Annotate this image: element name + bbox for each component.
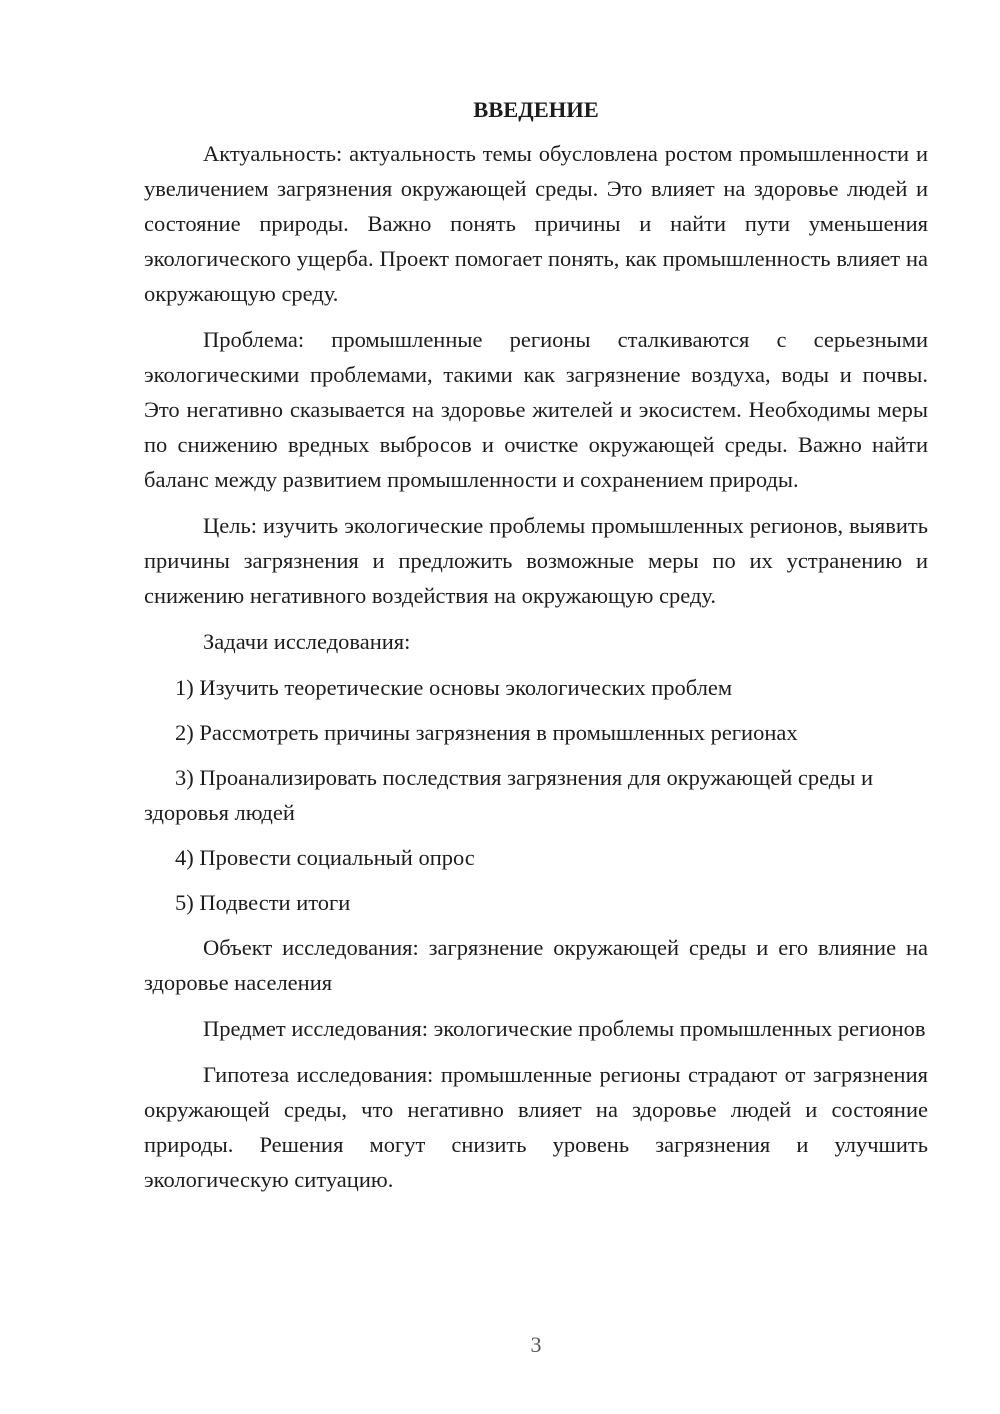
hypothesis-paragraph: Гипотеза исследования: промышленные регионы страдают от загрязнения окружающей среды, что негативно влияет на здоровье людей и состояние природы. Решения могут снизить уровень загрязнения и улучшить экологическую ситуацию. bbox=[144, 1062, 928, 1192]
goal-paragraph: Цель: изучить экологические проблемы промышленных регионов, выявить причины загрязнения и предложить возможные меры по их устранению и снижению негативного воздействия на окружающую среду. bbox=[144, 513, 928, 608]
task-item: 5) Подвести итоги bbox=[175, 890, 351, 915]
page-title: ВВЕДЕНИЕ bbox=[473, 97, 599, 122]
task-item: 2) Рассмотреть причины загрязнения в промышленных регионах bbox=[175, 720, 798, 745]
tasks-heading: Задачи исследования: bbox=[203, 629, 411, 654]
task-item: 1) Изучить теоретические основы экологических проблем bbox=[175, 675, 733, 700]
object-paragraph: Объект исследования: загрязнение окружающей среды и его влияние на здоровье населения bbox=[144, 935, 928, 995]
relevance-paragraph: Актуальность: актуальность темы обусловлена ростом промышленности и увеличением загрязнения окружающей среды. Это влияет на здоровье людей и состояние природы. Важно понять причины и найти пути уменьшения экологического ущерба. Проект помогает понять, как промышленность влияет на окружающую среду. bbox=[144, 141, 928, 306]
subject-paragraph: Предмет исследования: экологические проблемы промышленных регионов bbox=[203, 1016, 926, 1041]
task-item: 4) Провести социальный опрос bbox=[175, 845, 475, 870]
task-item: 3) Проанализировать последствия загрязнения для окружающей среды и здоровья людей bbox=[144, 765, 874, 825]
problem-paragraph: Проблема: промышленные регионы сталкиваются с серьезными экологическими проблемами, такими как загрязнение воздуха, воды и почвы. Это негативно сказывается на здоровье жителей и экосистем. Необходимы меры по снижению вредных выбросов и очистке окружающей среды. Важно найти баланс между развитием промышленности и сохранением природы. bbox=[144, 327, 928, 492]
page-number: 3 bbox=[530, 1332, 542, 1357]
page-content bbox=[144, 95, 928, 1208]
